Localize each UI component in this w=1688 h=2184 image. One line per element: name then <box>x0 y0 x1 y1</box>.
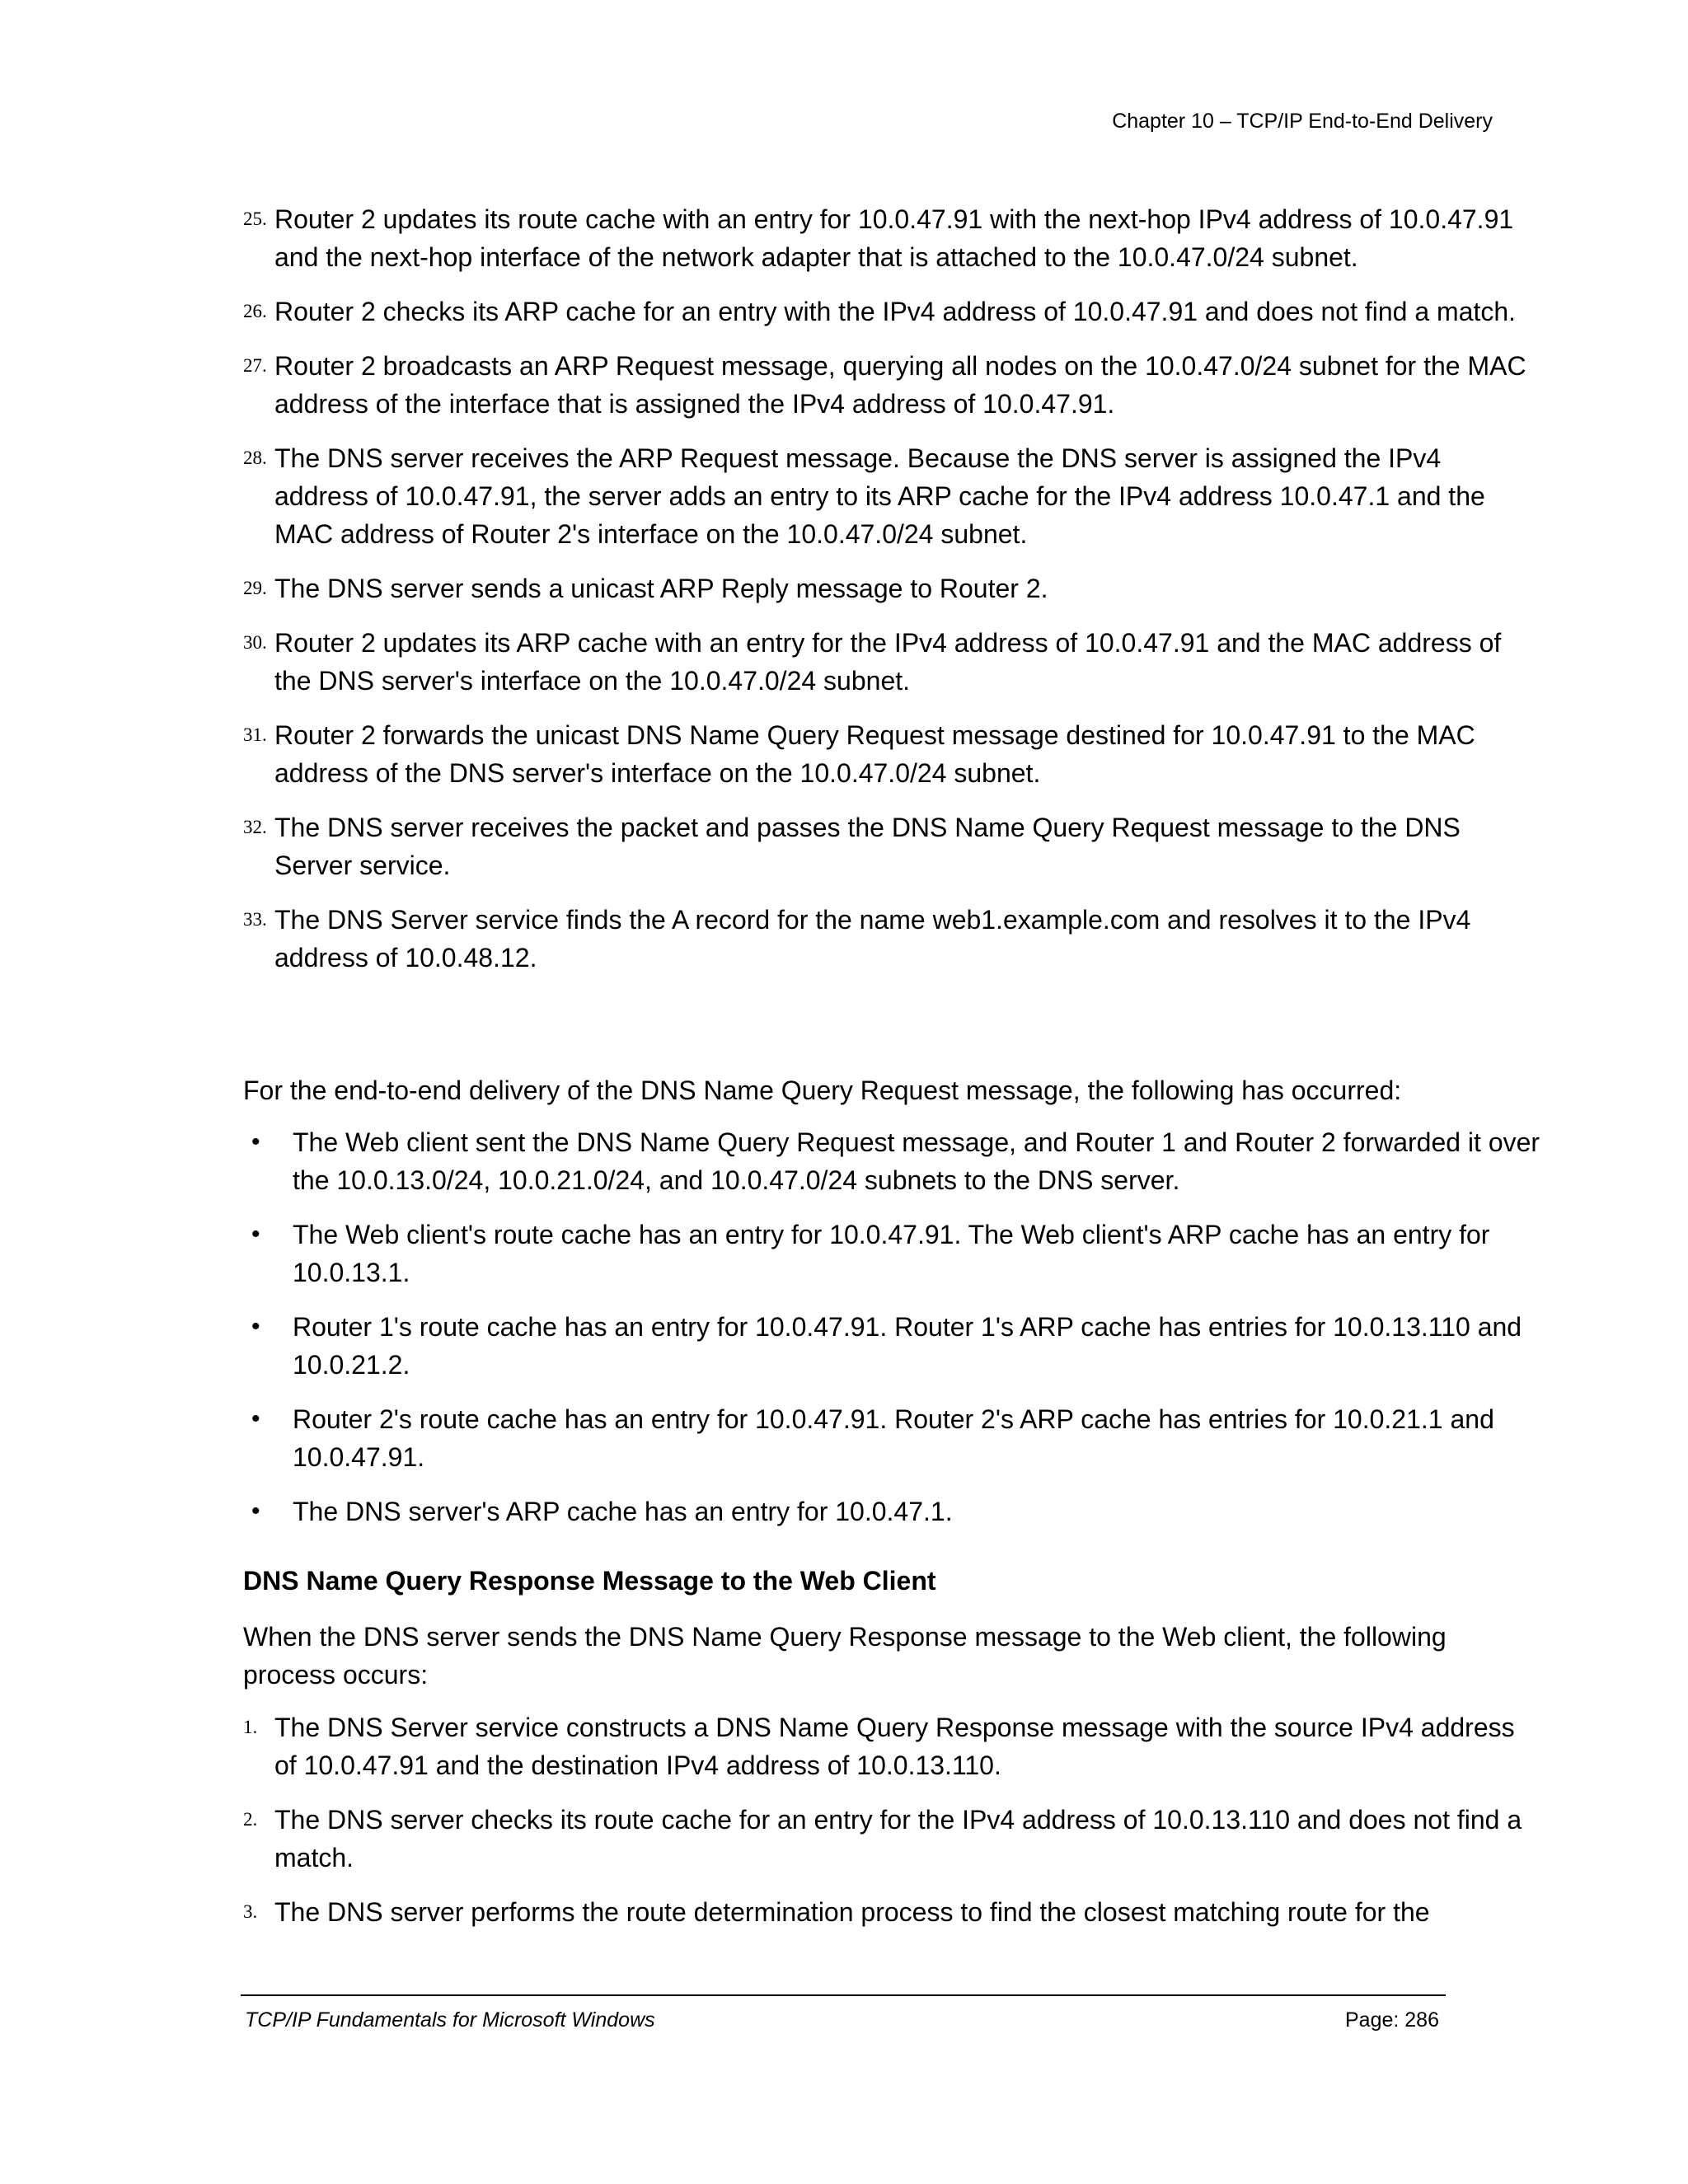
list-item <box>243 1308 1545 1384</box>
bullet-icon: • <box>251 1497 260 1525</box>
bullet-text: The Web client sent the DNS Name Query Request message, and Router 1 and Router 2 forwarded it over the 10.0.13.0/24, 10.0.21.0/24, and 10.0.47.0/24 subnets to the DNS server. <box>293 1127 1540 1195</box>
list-item <box>243 901 1529 977</box>
running-header: Chapter 10 – TCP/IP End-to-End Delivery <box>1112 110 1493 133</box>
bullet-text: Router 1's route cache has an entry for 10.0.47.91. Router 1's ARP cache has entries for 10.0.13.110 and 10.0.21.2. <box>293 1312 1522 1380</box>
list-item <box>243 347 1529 423</box>
step-number: 28. <box>243 448 267 468</box>
step-text: Router 2 updates its route cache with an entry for 10.0.47.91 with the next-hop IPv4 address of 10.0.47.91 and the next-hop interface of the network adapter that is attached to the 10.0.47.0/24 subnet. <box>274 204 1514 272</box>
list-item <box>243 293 1529 330</box>
step-number: 26. <box>243 301 267 321</box>
list-item <box>243 624 1529 700</box>
step-number: 33. <box>243 909 267 930</box>
step-text: The DNS server sends a unicast ARP Reply message to Router 2. <box>274 574 1048 603</box>
footer-page-number: Page: 286 <box>1345 2008 1439 2032</box>
list-item <box>243 1893 1529 1931</box>
footer-book-title: TCP/IP Fundamentals for Microsoft Windows <box>245 2008 655 2032</box>
list-item <box>243 1400 1545 1476</box>
list-item <box>243 1801 1529 1877</box>
step-number: 32. <box>243 817 267 837</box>
bullet-icon: • <box>251 1128 260 1155</box>
list-item <box>243 1123 1545 1199</box>
list-item <box>243 1708 1529 1784</box>
step-number: 29. <box>243 578 267 598</box>
step-text: The DNS server receives the packet and passes the DNS Name Query Request message to the DNS Server service. <box>274 813 1461 880</box>
step-number: 2. <box>243 1809 258 1830</box>
step-text: Router 2 checks its ARP cache for an entry with the IPv4 address of 10.0.47.91 and does not find a match. <box>274 297 1517 326</box>
steps-list-response <box>243 1708 1529 1947</box>
step-number: 1. <box>243 1717 258 1737</box>
list-item <box>243 808 1529 884</box>
step-text: The DNS Server service finds the A record for the name web1.example.com and resolves it to the IPv4 address of 10.0.48.12. <box>274 905 1471 972</box>
list-item <box>243 716 1529 792</box>
summary-bullet-list <box>243 1123 1545 1547</box>
step-text: The DNS server performs the route determination process to find the closest matching route for the <box>274 1897 1430 1927</box>
bullet-icon: • <box>251 1405 260 1432</box>
step-number: 3. <box>243 1901 258 1922</box>
step-text: The DNS Server service constructs a DNS Name Query Response message with the source IPv4 address of 10.0.47.91 and the destination IPv4 address of 10.0.13.110. <box>274 1713 1515 1780</box>
step-number: 25. <box>243 209 267 229</box>
bullet-text: Router 2's route cache has an entry for 10.0.47.91. Router 2's ARP cache has entries for 10.0.21.1 and 10.0.47.91. <box>293 1404 1494 1472</box>
step-text: The DNS server checks its route cache for an entry for the IPv4 address of 10.0.13.110 and does not find a match. <box>274 1805 1522 1872</box>
section-intro: When the DNS server sends the DNS Name Query Response message to the Web client, the following process occurs: <box>243 1622 1447 1690</box>
list-item <box>243 569 1529 607</box>
list-item <box>243 1216 1545 1291</box>
step-text: Router 2 updates its ARP cache with an entry for the IPv4 address of 10.0.47.91 and the MAC address of the DNS server's interface on the 10.0.47.0/24 subnet. <box>274 628 1502 696</box>
bullet-text: The Web client's route cache has an entry for 10.0.47.91. The Web client's ARP cache has an entry for 10.0.13.1. <box>293 1220 1490 1287</box>
step-number: 31. <box>243 724 267 745</box>
step-text: The DNS server receives the ARP Request message. Because the DNS server is assigned the IPv4 address of 10.0.47.91, the server adds an entry to its ARP cache for the IPv4 address 10.0.47.1 and the MAC address of Router 2's interface on the 10.0.47.0/24 subnet. <box>274 443 1485 549</box>
list-item <box>243 1493 1545 1530</box>
section-heading: DNS Name Query Response Message to the Web Client <box>243 1566 936 1596</box>
footer-divider <box>241 1994 1446 1996</box>
bullet-text: The DNS server's ARP cache has an entry for 10.0.47.1. <box>293 1497 953 1526</box>
list-item <box>243 439 1529 553</box>
step-text: Router 2 forwards the unicast DNS Name Query Request message destined for 10.0.47.91 to the MAC address of the DNS server's interface on the 10.0.47.0/24 subnet. <box>274 720 1475 788</box>
step-text: Router 2 broadcasts an ARP Request message, querying all nodes on the 10.0.47.0/24 subnet for the MAC address of the interface that is assigned the IPv4 address of 10.0.47.91. <box>274 351 1526 419</box>
bullet-icon: • <box>251 1221 260 1248</box>
steps-list-continued <box>243 200 1529 993</box>
step-number: 30. <box>243 632 267 653</box>
step-number: 27. <box>243 355 267 376</box>
list-item <box>243 200 1529 276</box>
summary-intro: For the end-to-end delivery of the DNS Name Query Request message, the following has occurred: <box>243 1076 1402 1105</box>
bullet-icon: • <box>251 1313 260 1340</box>
